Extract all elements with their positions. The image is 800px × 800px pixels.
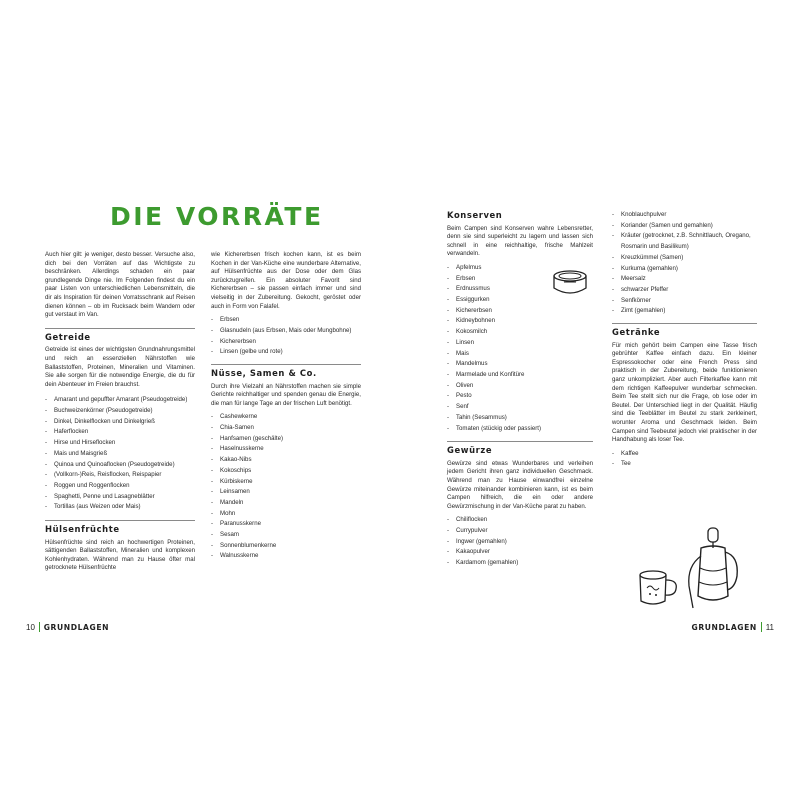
divider — [447, 441, 593, 442]
list-item: - Erbsen — [211, 315, 361, 326]
list-item: - Kokoschips — [211, 466, 361, 477]
list-item: - Tomaten (stückig oder passiert) — [447, 424, 593, 435]
huelsen-text-continued: wie Kichererbsen frisch kochen kann, ist es beim Kochen in der Van-Küche eine wunderbare Alternative, auf Hülsenfrüchte aus der Dose oder dem Glas zurückzugreifen. Ein absoluter Favorit sind Kichererbsen – sie passen einfach immer und sind vielseitig in der Zubereitung. Gekocht, geröstet oder auch in Form von Falafel. — [211, 251, 361, 310]
list-item: - Essiggurken — [447, 295, 593, 306]
nuesse-text: Durch ihre Vielzahl an Nährstoffen machen sie simple Gerichte reichhaltiger und spenden genau die Energie, die man für lange Tage an der frischen Luft benötigt. — [211, 382, 361, 407]
getraenke-list — [612, 449, 757, 470]
list-item: - Kichererbsen — [211, 337, 361, 348]
intro-text: Auch hier gilt: je weniger, desto besser. Versuche also, dich bei den Vorräten auf das Wichtigste zu beschränken. Allerdings schaden ein paar grundlegende Dinge nie. Im Folgenden findest du ein paar Listen von unterschiedlichen Lebensmitteln, die dir als Inspiration für deinen Vorratsschrank auf Reisen dienen können – ob im Rucksack beim Wandern oder gut verstaut im Van. — [45, 251, 195, 319]
list-item: - Kürbiskerne — [211, 477, 361, 488]
list-item: - Kräuter (getrocknet, z.B. Schnittlauch, Oregano, Rosmarin und Basilikum) — [612, 231, 757, 252]
list-item: - Kardamom (gemahlen) — [447, 558, 593, 569]
list-item: - Sonnenblumenkerne — [211, 541, 361, 552]
footer-left — [26, 622, 109, 632]
heading-konserven: Konserven — [447, 210, 503, 220]
list-item: - Kreuzkümmel (Samen) — [612, 253, 757, 264]
list-item: - Tahin (Sesammus) — [447, 413, 593, 424]
list-item: - Kichererbsen — [447, 306, 593, 317]
list-item: - Pesto — [447, 391, 593, 402]
heading-huelsenfruechte: Hülsenfrüchte — [45, 524, 120, 535]
list-item: - Spaghetti, Penne und Lasagneblätter — [45, 492, 195, 503]
column-1 — [45, 251, 195, 573]
list-item: - Amarant und gepuffter Amarant (Pseudogetreide) — [45, 395, 195, 406]
divider — [211, 364, 361, 365]
list-item: - Linsen — [447, 338, 593, 349]
list-item: - Kidneybohnen — [447, 316, 593, 327]
list-item: - Knoblauchpulver — [612, 210, 757, 221]
gewuerze-list-continued — [612, 210, 757, 317]
list-item: - Leinsamen — [211, 487, 361, 498]
list-item: - Zimt (gemahlen) — [612, 306, 757, 317]
konserven-text: Beim Campen sind Konserven wahre Lebensretter, denn sie sind superleicht zu lagern und lassen sich schnell in eine reichhaltige, frische Mahlzeit verwandeln. — [447, 224, 593, 258]
list-item: - Cashewkerne — [211, 412, 361, 423]
footer-separator — [761, 622, 762, 632]
divider — [45, 328, 195, 329]
heading-nuesse: Nüsse, Samen & Co. — [211, 367, 317, 378]
list-item: - Roggen und Roggenflocken — [45, 481, 195, 492]
gewuerze-list — [447, 515, 593, 569]
list-item: - Kakaopulver — [447, 547, 593, 558]
list-item: - Senf — [447, 402, 593, 413]
list-item: - Mandelmus — [447, 359, 593, 370]
list-item: - Hanfsamen (geschälte) — [211, 434, 361, 445]
list-item: - Oliven — [447, 381, 593, 392]
list-item: - Quinoa und Quinoaflocken (Pseudogetreide) — [45, 460, 195, 471]
list-item: - Buchweizenkörner (Pseudogetreide) — [45, 406, 195, 417]
list-item: - Hirse und Hirseflocken — [45, 438, 195, 449]
list-item: - Mohn — [211, 509, 361, 520]
list-item: - Senfkörner — [612, 296, 757, 307]
column-2 — [211, 251, 361, 562]
list-item: - Haferflocken — [45, 427, 195, 438]
getraenke-text: Für mich gehört beim Campen eine Tasse frisch gebrühter Kaffee einfach dazu. Ein kleiner Espressokocher oder eine French Press sind praktisch in der Zubereitung, beide funktionieren ganz unkompliziert. Aber auch Filterkaffee kann mit dem richtigen Kaffeepulver wunderbar schmecken. Beim Tee stellt sich nur die Frage, ob lose oder im Beutel. Der Unterschied liegt in der Qualität. Häufig sind die Teeblätter im Beutel zu stark zerkleinert, worunter Aroma und Geschmack leiden. Beim Campen sind Teebeutel jedoch viel praktischer in der Handhabung als loser Tee. — [612, 341, 757, 444]
page-number-left: 10 — [26, 623, 35, 632]
list-item: - Ingwer (gemahlen) — [447, 537, 593, 548]
list-item: - Sesam — [211, 530, 361, 541]
huelsen-text: Hülsenfrüchte sind reich an hochwertigen Proteinen, sättigenden Ballaststoffen, Mineralien und komplexen Kohlenhydraten. Während man zu Hause öfter mal getrocknete Hülsenfrüchte — [45, 538, 195, 572]
list-item: - Mais und Maisgrieß — [45, 449, 195, 460]
list-item: - Apfelmus — [447, 263, 593, 274]
list-item: - Erdnussmus — [447, 284, 593, 295]
list-item: - Kaffee — [612, 449, 757, 460]
footer-separator — [39, 622, 40, 632]
list-item: - Walnusskerne — [211, 551, 361, 562]
list-item: - Dinkel, Dinkelflocken und Dinkelgrieß — [45, 417, 195, 428]
getreide-text: Getreide ist eines der wichtigsten Grundnahrungsmittel und reich an essenziellen Nährstoffen wie Ballaststoffen, Proteinen, Mineralien und Vitaminen. Sie alle sorgen für die notwendige Energie, die du für dein Abenteuer im Freien brauchst. — [45, 346, 195, 388]
list-item: - Mais — [447, 349, 593, 360]
heading-getreide: Getreide — [45, 331, 91, 342]
list-item: - Kakao-Nibs — [211, 455, 361, 466]
getreide-list — [45, 395, 195, 513]
list-item: - Marmelade und Konfitüre — [447, 370, 593, 381]
list-item: - Tee — [612, 459, 757, 470]
enamel-mug-icon — [636, 568, 680, 608]
list-item: - Glasnudeln (aus Erbsen, Mais oder Mungbohne) — [211, 326, 361, 337]
page-title: DIE VORRÄTE — [110, 202, 324, 231]
list-item: - Erbsen — [447, 274, 593, 285]
list-item: - Paranusskerne — [211, 519, 361, 530]
list-item: - Mandeln — [211, 498, 361, 509]
french-press-icon — [683, 526, 745, 611]
tin-can-icon — [550, 268, 590, 298]
gewuerze-text: Gewürze sind etwas Wunderbares und verleihen jedem Gericht ihren ganz individuellen Geschmack. Während man zu Hause einwandfrei einzelne Gewürze miteinander kombinieren kann, ist es beim Campen hilfreich, die ein oder andere Gewürzmischung in der Van-Küche parat zu haben. — [447, 459, 593, 510]
list-item: - Chiliflocken — [447, 515, 593, 526]
list-item: - schwarzer Pfeffer — [612, 285, 757, 296]
list-item: - Kurkuma (gemahlen) — [612, 264, 757, 275]
list-item: - Meersalz — [612, 274, 757, 285]
huelsen-list — [211, 315, 361, 358]
column-4 — [612, 210, 757, 470]
list-item: - Kokosmilch — [447, 327, 593, 338]
list-item: - (Vollkorn-)Reis, Reisflocken, Reispapier — [45, 470, 195, 481]
nuesse-list — [211, 412, 361, 562]
heading-getraenke: Getränke — [612, 327, 661, 338]
footer-right — [691, 622, 774, 632]
column-3 — [447, 211, 593, 569]
footer-label-right: GRUNDLAGEN — [691, 623, 757, 632]
footer-label-left: GRUNDLAGEN — [43, 623, 110, 632]
divider — [45, 520, 195, 521]
list-item: - Currypulver — [447, 526, 593, 537]
list-item: - Koriander (Samen und gemahlen) — [612, 221, 757, 232]
list-item: - Haselnusskerne — [211, 444, 361, 455]
page-number-right: 11 — [765, 623, 774, 632]
divider — [612, 323, 757, 324]
heading-gewuerze: Gewürze — [447, 445, 493, 456]
list-item: - Chia-Samen — [211, 423, 361, 434]
list-item: - Linsen (gelbe und rote) — [211, 347, 361, 358]
list-item: - Tortillas (aus Weizen oder Mais) — [45, 502, 195, 513]
